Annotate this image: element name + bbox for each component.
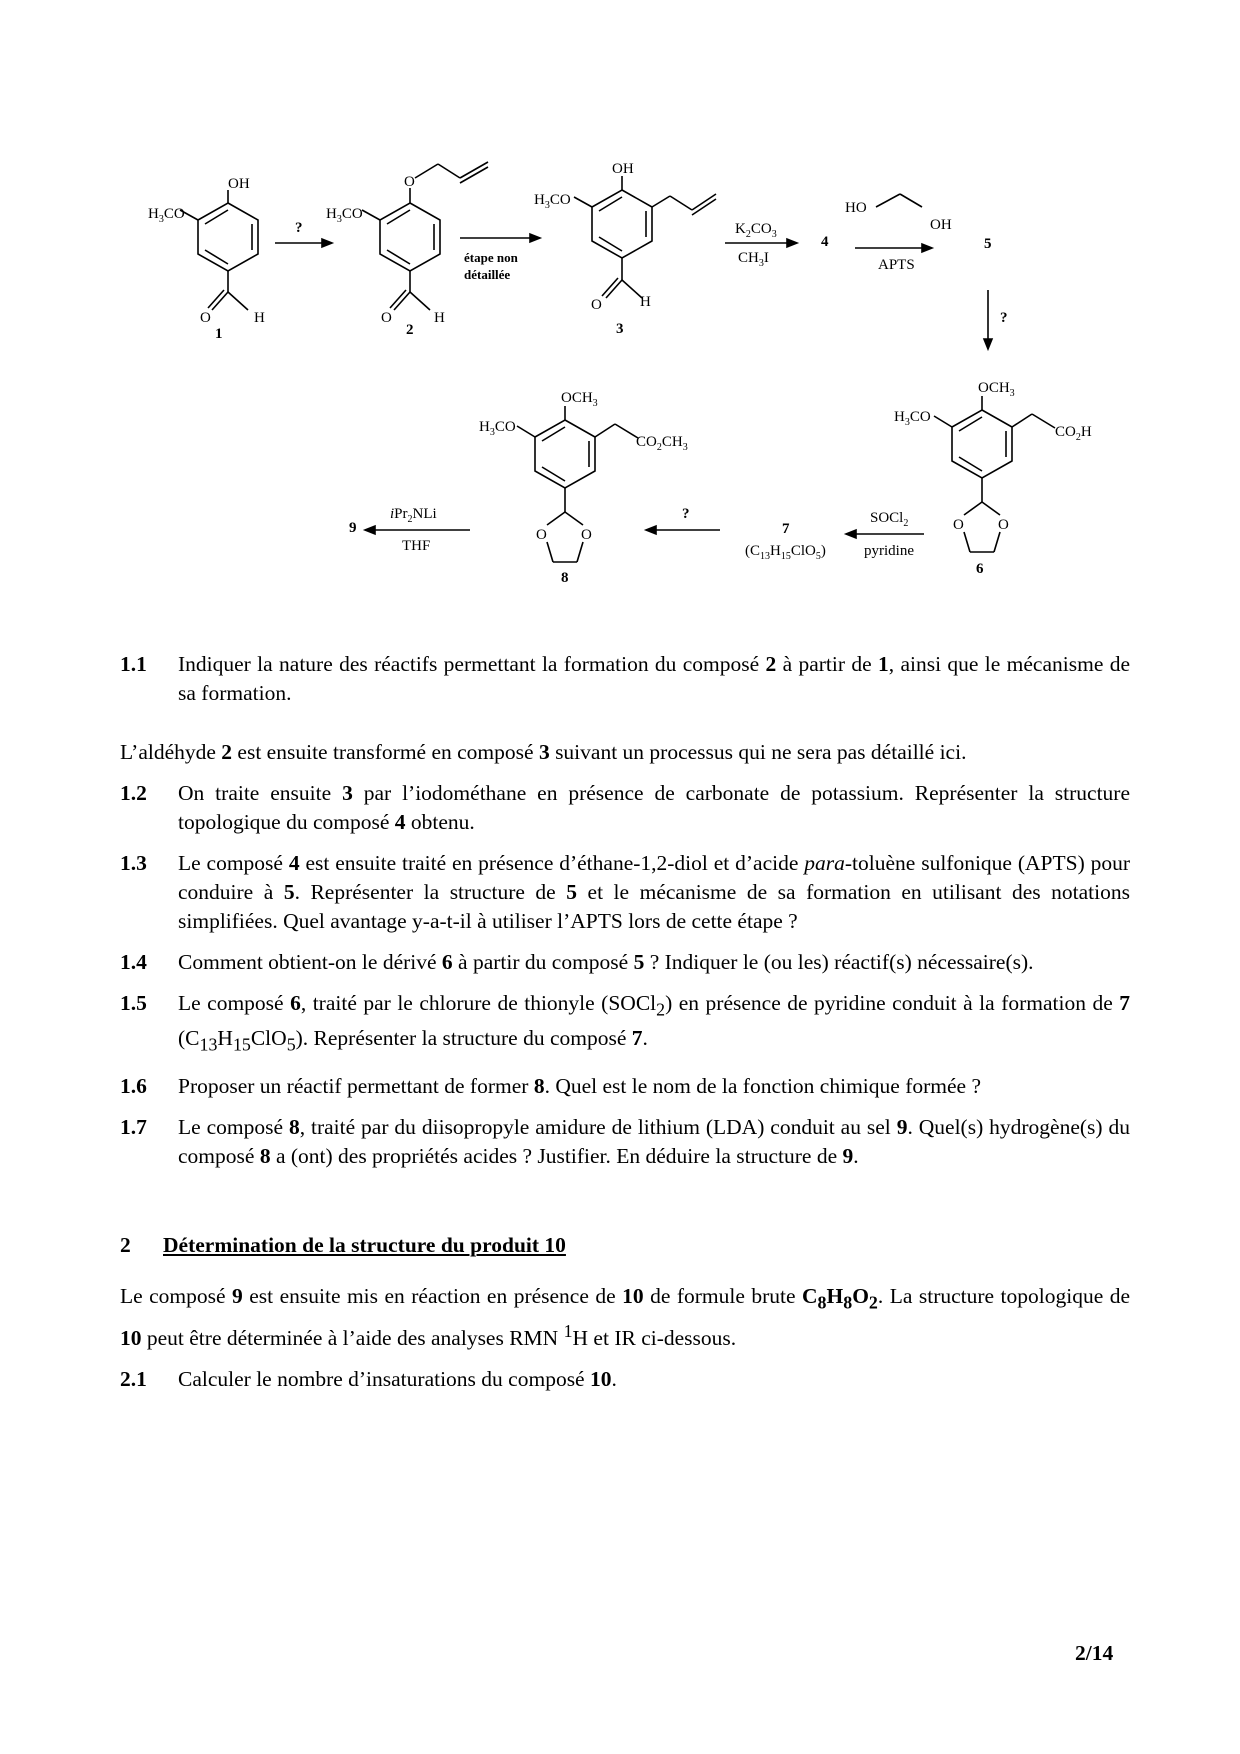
c8-dioxolane-o-left: O [536, 527, 547, 543]
c1-aldehyde-o-label: O [200, 310, 211, 326]
questions-body [120, 650, 1130, 1406]
question-number: 1.3 [120, 851, 147, 875]
compound-6-number: 6 [976, 561, 984, 577]
c6-dioxolane-o-left: O [953, 517, 964, 533]
c6-och3-label: $OCH_3$ [978, 380, 1015, 399]
arrow-6-reagent-socl2: SOCl$_2$ [870, 510, 909, 529]
section-title: Détermination de la structure du produit 10 [163, 1232, 566, 1257]
question-text: Comment obtient-on le dérivé 6 à partir du composé 5 ? Indiquer le (ou les) réactif(s) nécessaire(s). [178, 950, 1034, 974]
c6-methoxy-label: $H_3CO$ [894, 409, 931, 428]
question-number: 1.1 [120, 652, 147, 676]
compound-5-number: 5 [984, 236, 992, 252]
page-number: 2/14 [1075, 1641, 1114, 1665]
c3-aldehyde-h-label: H [640, 294, 651, 310]
arrow-6-reagent-pyridine: pyridine [864, 543, 914, 559]
question-1-4 [120, 948, 1130, 977]
c2-ether-o-label: O [404, 174, 415, 190]
compound-8-number: 8 [561, 570, 569, 586]
c3-oh-label: OH [612, 161, 634, 177]
question-number: 1.4 [120, 950, 147, 974]
compound-4-number: 4 [821, 234, 829, 250]
question-text: Proposer un réactif permettant de former 8. Quel est le nom de la fonction chimique formée ? [178, 1073, 981, 1098]
question-text: Le composé 4 est ensuite traité en présence d’éthane-1,2-diol et d’acide para-toluène sulfonique (APTS) pour conduire à 5. Représenter la structure de 5 et le mécanisme de sa formation en utilisant des notations simplifiées. Quel avantage y-a-t-il à utiliser l’APTS lors de cette étape ? [178, 851, 1131, 933]
question-number: 1.7 [120, 1114, 147, 1139]
compound-2-number: 2 [406, 322, 414, 338]
c8-ester-label: $CO_2CH_3$ [636, 434, 688, 453]
compound-7-number: 7 [782, 521, 790, 537]
compound-7-formula: $(C_{13}H_{15}ClO_5)$ [745, 543, 826, 562]
question-number: 2.1 [120, 1367, 147, 1392]
question-1-1 [120, 650, 1130, 708]
arrow-8-solvent-thf: THF [402, 538, 431, 554]
arrow-5-reagent-label: ? [1000, 310, 1008, 326]
question-text: Le composé 6, traité par le chlorure de thionyle (SOCl$_2$) en présence de pyridine conduit à la formation de 7 $(C_{13}H_{15}ClO_5)$. Représenter la structure du composé 7. [178, 991, 1131, 1055]
section-2-heading [120, 1231, 1130, 1260]
c8-methoxy-label: $H_3CO$ [479, 419, 516, 438]
arrow-7-reagent-label: ? [682, 506, 690, 522]
question-number: 1.5 [120, 991, 147, 1015]
question-1-2 [120, 779, 1130, 837]
compound-3-number: 3 [616, 321, 624, 337]
paragraph-aldehyde-2: L’aldéhyde 2 est ensuite transformé en composé 3 suivant un processus qui ne sera pas détaillé ici. [120, 740, 967, 764]
question-text: Le composé 8, traité par du diisopropyle amidure de lithium (LDA) conduit au sel 9. Quel(s) hydrogène(s) du composé 8 a (ont) des propriétés acides ? Justifier. En déduire la structure de 9. [178, 1114, 1130, 1168]
question-number: 1.6 [120, 1073, 147, 1098]
c2-aldehyde-h-label: H [434, 310, 445, 326]
paragraph-compound-10: Le composé 9 est ensuite mis en réaction en présence de 10 de formule brute $C_8H_8O_2$. La structure topologique de 10 peut être déterminée à l’aide des analyses RMN $^1$H et IR ci-dessous. [120, 1283, 1131, 1351]
c1-methoxy-label: $H_3CO$ [148, 206, 185, 225]
arrow-8-reagent-lda: iPr$_2$NLi [390, 506, 437, 525]
c1-aldehyde-h-label: H [254, 310, 265, 326]
question-text: Calculer le nombre d’insaturations du composé 10. [178, 1367, 617, 1392]
compound-2-structure [362, 162, 488, 310]
c3-methoxy-label: $H_3CO$ [534, 192, 571, 211]
c8-och3-label: $OCH_3$ [561, 390, 598, 409]
arrow-3-reagent-ch3i: $CH_3I$ [738, 250, 769, 269]
diol-oh-label: OH [930, 217, 952, 233]
diol-ho-label: HO [845, 200, 867, 216]
compound-1-number: 1 [215, 326, 223, 342]
c6-dioxolane-o-right: O [998, 517, 1009, 533]
c2-methoxy-label: $H_3CO$ [326, 206, 363, 225]
compound-3-structure [574, 176, 716, 298]
arrow-3-reagent-k2co3: $K_2CO_3$ [735, 221, 777, 240]
question-1-7 [120, 1113, 1130, 1171]
question-2-1 [120, 1365, 1130, 1394]
arrow-2-label-bottom: détaillée [464, 267, 511, 282]
compound-1-structure [180, 190, 258, 310]
c8-dioxolane-o-right: O [581, 527, 592, 543]
question-text: On traite ensuite 3 par l’iodométhane en présence de carbonate de potassium. Représenter la structure topologique du composé 4 obtenu. [178, 781, 1130, 834]
arrow-1-reagent-label: ? [295, 220, 303, 236]
arrow-2-label-top: étape non [464, 250, 518, 265]
question-number: 1.2 [120, 781, 147, 805]
c3-aldehyde-o-label: O [591, 297, 602, 313]
question-1-6 [120, 1072, 1130, 1101]
question-1-5 [120, 989, 1130, 1060]
c2-aldehyde-o-label: O [381, 310, 392, 326]
synthesis-scheme [0, 0, 1240, 620]
compound-9-number: 9 [349, 520, 357, 536]
question-1-3 [120, 849, 1130, 936]
question-text: Indiquer la nature des réactifs permettant la formation du composé 2 à partir de 1, ainsi que le mécanisme de sa formation. [178, 652, 1130, 705]
c1-oh-label: OH [228, 176, 250, 192]
section-number: 2 [120, 1232, 131, 1257]
c6-co2h-label: $CO_2H$ [1055, 424, 1092, 443]
arrow-4-reagent-apts: APTS [878, 257, 915, 273]
